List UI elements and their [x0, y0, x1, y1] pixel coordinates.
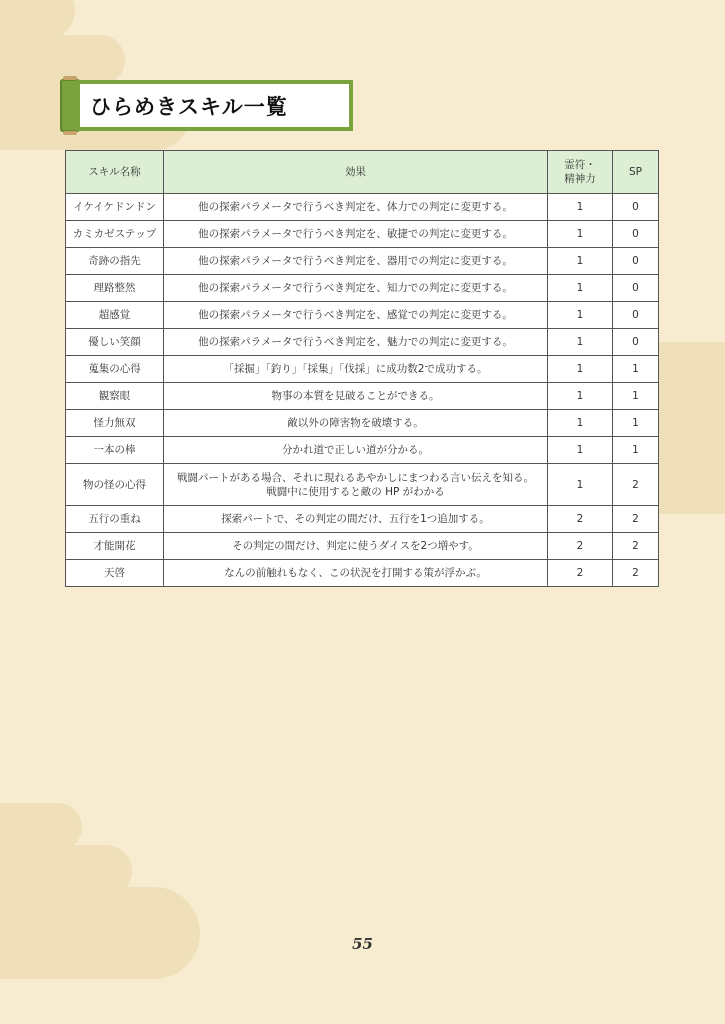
skill-cost: 1: [548, 275, 613, 302]
skill-cost: 1: [548, 248, 613, 275]
skill-cost: 1: [548, 383, 613, 410]
table-row: [66, 506, 659, 533]
skill-cost: 1: [548, 410, 613, 437]
skill-effect: その判定の間だけ、判定に使うダイスを2つ増やす。: [164, 533, 548, 560]
skill-sp: 0: [613, 194, 659, 221]
skill-effect: 他の探索パラメータで行うべき判定を、体力での判定に変更する。: [164, 194, 548, 221]
skill-sp: 1: [613, 410, 659, 437]
skill-sp: 0: [613, 329, 659, 356]
skill-cost: 1: [548, 194, 613, 221]
skill-effect: 他の探索パラメータで行うべき判定を、魅力での判定に変更する。: [164, 329, 548, 356]
skill-sp: 0: [613, 275, 659, 302]
header-cost-line1: 霊符・: [564, 159, 596, 171]
header-cost-line2: 精神力: [564, 173, 596, 185]
skill-effect: 「採掘」「釣り」「採集」「伐採」に成功数2で成功する。: [164, 356, 548, 383]
skill-name: 優しい笑顔: [66, 329, 164, 356]
table-row: [66, 194, 659, 221]
skill-effect: 分かれ道で正しい道が分かる。: [164, 437, 548, 464]
skill-cost: 2: [548, 506, 613, 533]
skill-sp: 0: [613, 221, 659, 248]
skill-name: 五行の重ね: [66, 506, 164, 533]
table-row: [66, 302, 659, 329]
skill-name: 奇跡の指先: [66, 248, 164, 275]
table-row: [66, 464, 659, 506]
side-band-decoration: [655, 342, 725, 514]
skill-sp: 2: [613, 560, 659, 587]
skill-cost: 1: [548, 221, 613, 248]
skill-effect: [164, 464, 548, 506]
skill-name: 物の怪の心得: [66, 464, 164, 506]
table-row: [66, 383, 659, 410]
skill-sp: 1: [613, 437, 659, 464]
skill-sp: 2: [613, 464, 659, 506]
table-row: [66, 560, 659, 587]
page-title: ひらめきスキル一覧: [90, 94, 288, 119]
table-row: [66, 275, 659, 302]
skill-name: 観察眼: [66, 383, 164, 410]
title-banner: [76, 80, 353, 131]
page-number: 55: [352, 935, 373, 953]
cloud-decoration-bottom-1: [0, 803, 82, 851]
skill-cost: 1: [548, 464, 613, 506]
skill-sp: 2: [613, 506, 659, 533]
skill-effect: 他の探索パラメータで行うべき判定を、敏捷での判定に変更する。: [164, 221, 548, 248]
title-banner-inner: [80, 84, 349, 127]
skill-cost: 1: [548, 356, 613, 383]
header-sp: SP: [613, 151, 659, 194]
skill-effect: 他の探索パラメータで行うべき判定を、器用での判定に変更する。: [164, 248, 548, 275]
table-row: [66, 248, 659, 275]
skill-cost: 2: [548, 560, 613, 587]
skills-table: [65, 150, 659, 587]
skill-cost: 1: [548, 302, 613, 329]
skill-sp: 0: [613, 302, 659, 329]
skill-cost: 1: [548, 329, 613, 356]
skill-name: 怪力無双: [66, 410, 164, 437]
table-row: [66, 533, 659, 560]
skill-name: 天啓: [66, 560, 164, 587]
skill-effect-line1: 戦闘パートがある場合、それに現れるあやかしにまつわる言い伝えを知る。: [177, 471, 534, 484]
skill-sp: 2: [613, 533, 659, 560]
table-row: [66, 221, 659, 248]
skill-sp: 0: [613, 248, 659, 275]
skill-effect: 他の探索パラメータで行うべき判定を、感覚での判定に変更する。: [164, 302, 548, 329]
skill-effect: 探索パートで、その判定の間だけ、五行を1つ追加する。: [164, 506, 548, 533]
skill-name: 理路整然: [66, 275, 164, 302]
table-row: [66, 410, 659, 437]
skill-cost: 1: [548, 437, 613, 464]
table-row: [66, 329, 659, 356]
cloud-decoration-bottom-3: [0, 887, 200, 979]
header-effect: 効果: [164, 151, 548, 194]
table-header-row: [66, 151, 659, 194]
skill-name: 蒐集の心得: [66, 356, 164, 383]
skill-effect: 物事の本質を見破ることができる。: [164, 383, 548, 410]
skill-sp: 1: [613, 356, 659, 383]
skill-effect: 他の探索パラメータで行うべき判定を、知力での判定に変更する。: [164, 275, 548, 302]
skill-name: 才能開花: [66, 533, 164, 560]
skill-cost: 2: [548, 533, 613, 560]
skill-name: 超感覚: [66, 302, 164, 329]
header-cost: [548, 151, 613, 194]
skill-name: 一本の棒: [66, 437, 164, 464]
table-row: [66, 356, 659, 383]
skill-effect: なんの前触れもなく、この状況を打開する策が浮かぶ。: [164, 560, 548, 587]
skill-effect-line2: 戦闘中に使用すると敵の HP がわかる: [266, 485, 445, 498]
skill-sp: 1: [613, 383, 659, 410]
skill-effect: 敵以外の障害物を破壊する。: [164, 410, 548, 437]
table-row: [66, 437, 659, 464]
skill-name: イケイケドンドン: [66, 194, 164, 221]
header-skill-name: スキル名称: [66, 151, 164, 194]
skill-name: カミカゼステップ: [66, 221, 164, 248]
cloud-decoration-top-1: [0, 0, 75, 40]
